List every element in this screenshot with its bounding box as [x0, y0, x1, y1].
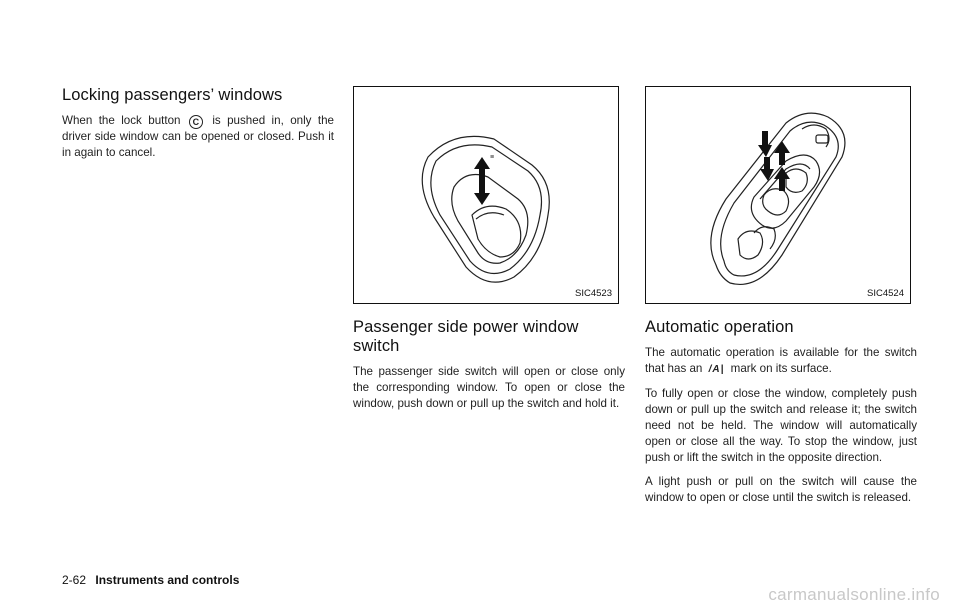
auto-text-before: The automatic operation is available for the switch that has an [645, 346, 917, 375]
page-footer [62, 573, 239, 587]
watermark: carmanualsonline.info [768, 585, 940, 604]
driver-switch-illustration [646, 87, 912, 305]
heading-locking-windows: Locking passengers’ windows [62, 86, 283, 104]
lock-button-c-icon: C [189, 115, 203, 129]
auto-mark-icon: /A| [708, 364, 725, 375]
lock-text-before: When the lock button [62, 114, 181, 127]
figure-code-sic4524: SIC4524 [867, 288, 904, 299]
paragraph-auto-availability [645, 345, 917, 378]
section-title: Instruments and controls [95, 573, 240, 587]
paragraph-auto-fully-open: To fully open or close the window, completely push down or pull up the switch and release it; the switch need not be held. The window will automatically open or close all the way. To stop the window, just push or lift the switch in the opposite direction. [645, 387, 917, 464]
column-middle [353, 86, 625, 420]
heading-automatic-operation: Automatic operation [645, 318, 794, 336]
passenger-switch-illustration [354, 87, 620, 305]
page-number: 2-62 [62, 573, 87, 587]
paragraph-passenger-switch: The passenger side switch will open or close only the corresponding window. To open or close the window, push down or pull up the switch and hold it. [353, 365, 625, 410]
column-right [645, 86, 917, 514]
paragraph-lock-button [62, 113, 334, 161]
lock-text-after: is pushed in, only the driver side window can be opened or closed. Push it in again to cancel. [62, 114, 334, 159]
figure-driver-switch [645, 86, 911, 304]
auto-mark-letter: A [712, 364, 721, 375]
heading-passenger-switch: Passenger side power window switch [353, 318, 579, 355]
figure-code-sic4523: SIC4523 [575, 288, 612, 299]
figure-passenger-switch [353, 86, 619, 304]
svg-text:≡: ≡ [490, 154, 495, 161]
paragraph-auto-light-push: A light push or pull on the switch will cause the window to open or close until the switch is released. [645, 475, 917, 504]
column-left [62, 86, 334, 169]
auto-text-after: mark on its surface. [730, 362, 832, 375]
